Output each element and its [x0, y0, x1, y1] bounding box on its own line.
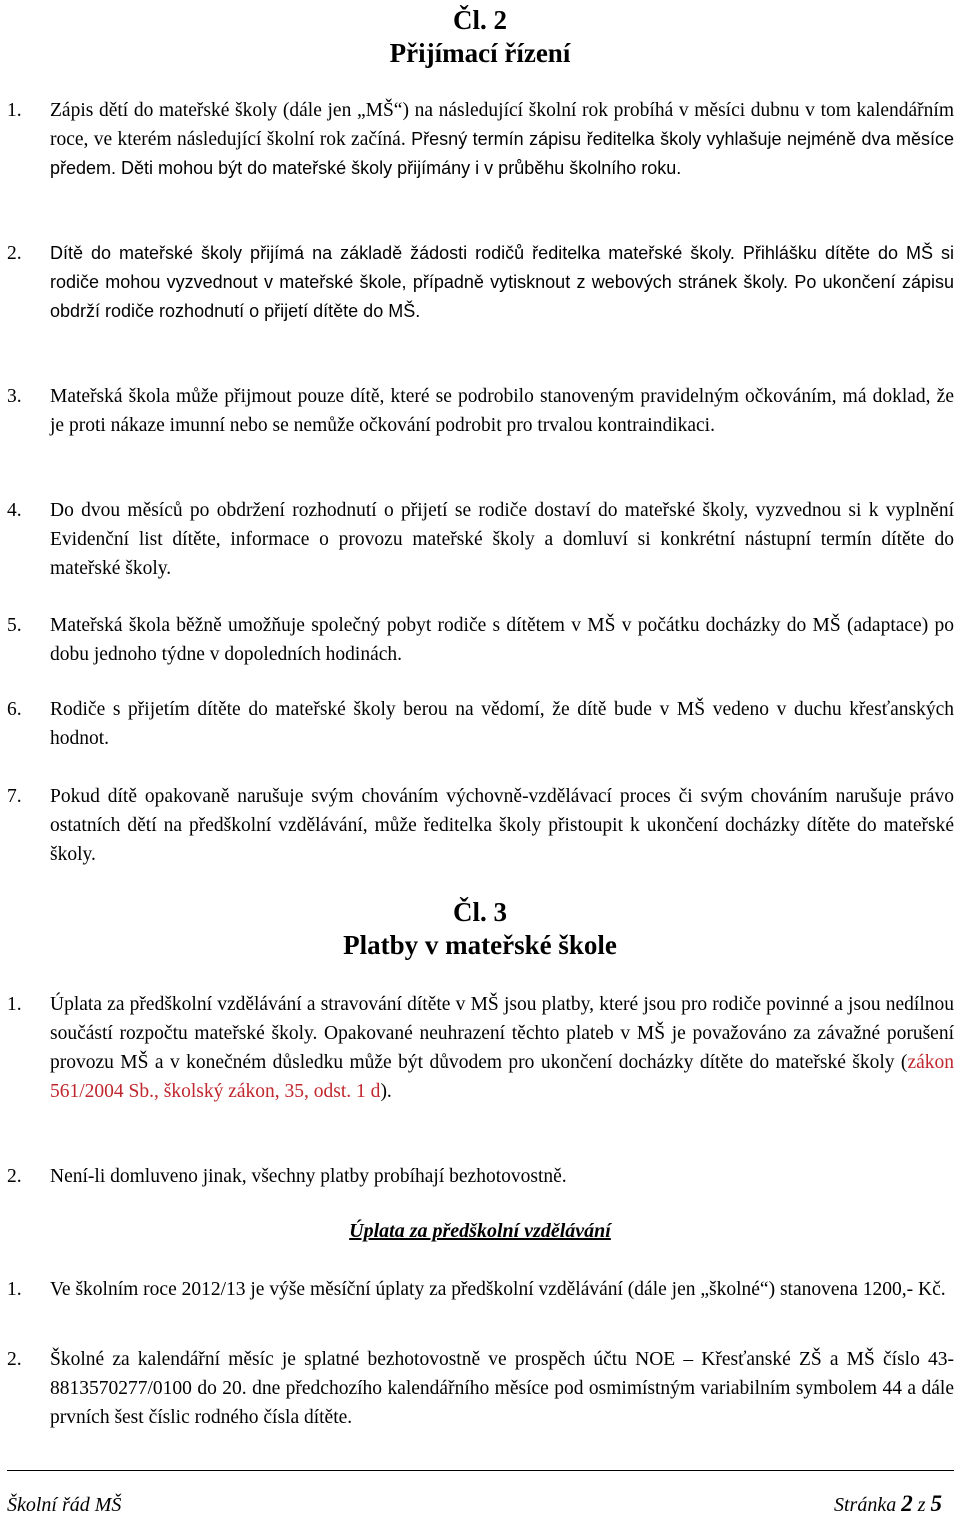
- article-3-title: Platby v mateřské škole: [343, 930, 617, 960]
- page-of: z: [917, 1494, 926, 1516]
- item-number: 1.: [7, 100, 22, 121]
- item-text: [50, 96, 954, 183]
- page-total: 5: [930, 1491, 942, 1516]
- list-item: [7, 611, 954, 669]
- item-text-part: Úplata za předškolní vzdělávání a stravování dítěte v MŠ jsou platby, které jsou pro rodiče povinné a jsou nedílnou součástí rozpočtu mateřské školy. Opakované neuhrazení těchto plateb v MŠ je považováno za závažné porušení provozu MŠ a v konečném důsledku může být důvodem pro ukončení docházky dítěte do mateřské školy (: [50, 994, 954, 1073]
- law-reference: zákon 561/2004 Sb., školský zákon, 35, odst. 1 d: [50, 1052, 954, 1102]
- item-text: Do dvou měsíců po obdržení rozhodnutí o přijetí se rodiče dostaví do mateřské školy, vyzvednou si k vyplnění Evidenční list dítěte, informace o provozu mateřské školy a domluví si konkrétní nástupní termín dítěte do mateřské školy.: [50, 500, 954, 579]
- item-text-part: ).: [380, 1081, 392, 1102]
- item-text: Rodiče s přijetím dítěte do mateřské školy berou na vědomí, že dítě bude v MŠ vedeno v duchu křesťanských hodnot.: [50, 699, 954, 749]
- item-number: 7.: [7, 786, 22, 807]
- list-item: [7, 990, 954, 1106]
- item-text-part: Děti mohou být do mateřské školy přijímány i v průběhu školního roku.: [116, 158, 682, 178]
- list-item: [7, 695, 954, 753]
- footer-document-title: Školní řád MŠ: [7, 1494, 122, 1516]
- item-text-part: Přesný termín zápisu ředitelka školy vyhlašuje nejméně dva měsíce předem.: [50, 129, 954, 178]
- item-text: Není-li domluveno jinak, všechny platby probíhají bezhotovostně.: [50, 1166, 567, 1187]
- item-text: Ve školním roce 2012/13 je výše měsíční úplaty za předškolní vzdělávání (dále jen „školné“) stanovena 1200,- Kč.: [50, 1279, 946, 1300]
- list-item: [7, 496, 954, 583]
- item-number: 1.: [7, 994, 22, 1015]
- footer-page-number: [834, 1492, 942, 1517]
- item-text: [50, 990, 954, 1106]
- page-label: Stránka: [833, 1494, 897, 1516]
- list-item: [7, 1345, 954, 1432]
- item-text: Dítě do mateřské školy přijímá na základě žádosti rodičů ředitelka mateřské školy. Přihlášku dítěte do MŠ si rodiče mohou vyzvednout v mateřské škole, případně vytisknout z webových stránek školy. Po ukončení zápisu obdrží rodiče rozhodnutí o přijetí dítěte do MŠ.: [50, 243, 954, 321]
- item-number: 5.: [7, 615, 22, 636]
- list-item: [7, 239, 954, 326]
- page-current: 2: [901, 1491, 913, 1516]
- item-number: 6.: [7, 699, 22, 720]
- list-item: [7, 382, 954, 440]
- item-number: 2.: [7, 1349, 22, 1370]
- item-text: Mateřská škola může přijmout pouze dítě, které se podrobilo stanoveným pravidelným očkováním, má doklad, že je proti nákaze imunní nebo se nemůže očkování podrobit pro trvalou kontraindikaci.: [50, 386, 954, 436]
- item-text: Mateřská škola běžně umožňuje společný pobyt rodiče s dítětem v MŠ v počátku docházky do MŠ (adaptace) po dobu jednoho týdne v dopoledních hodinách.: [50, 615, 954, 665]
- item-number: 1.: [7, 1279, 22, 1300]
- item-text-part: Zápis dětí do mateřské školy (dále jen „MŠ“) na následující školní rok probíhá v měsíci dubnu v tom kalendářním roce, ve kterém následující školní rok začíná.: [50, 100, 954, 150]
- item-number: 4.: [7, 500, 22, 521]
- item-number: 2.: [7, 1166, 22, 1187]
- list-item: [7, 96, 954, 183]
- list-item: [7, 1162, 954, 1191]
- footer-divider: [7, 1470, 954, 1471]
- article-2-title: Přijímací řízení: [389, 38, 571, 68]
- item-text: Pokud dítě opakovaně narušuje svým chováním výchovně-vzdělávací proces či svým chováním narušuje právo ostatních dětí na předškolní vzdělávání, může ředitelka školy přistoupit k ukončení docházky dítěte do mateřské školy.: [50, 786, 954, 865]
- item-text: Školné za kalendářní měsíc je splatné bezhotovostně ve prospěch účtu NOE – Křesťanské ZŠ a MŠ číslo 43-8813570277/0100 do 20. dne předchozího kalendářního měsíce pod osmimístným variabilním symbolem 44 a dále prvních šest číslic rodného čísla dítěte.: [50, 1349, 954, 1428]
- subsection-title: Úplata za předškolní vzdělávání: [349, 1220, 611, 1242]
- list-item: [7, 782, 954, 869]
- item-number: 3.: [7, 386, 22, 407]
- article-2-number: Čl. 2: [453, 5, 507, 35]
- list-item: [7, 1275, 954, 1304]
- article-3-number: Čl. 3: [453, 897, 507, 927]
- item-number: 2.: [7, 243, 22, 264]
